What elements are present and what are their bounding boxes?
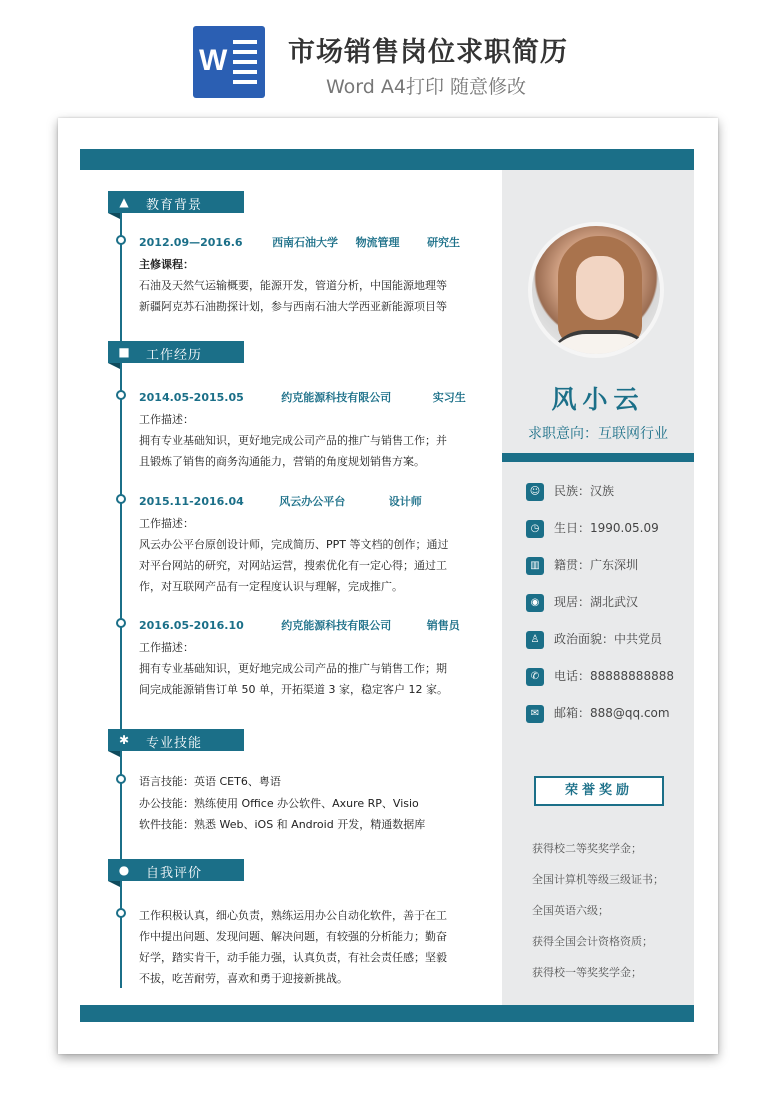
award-item: 全国计算机等级三级证书； [532,873,664,886]
badge-icon: ♙ [526,631,544,649]
section-self [108,859,244,881]
section-tab [108,363,120,369]
courses-line: 石油及天然气运输概要，能源开发，管道分析，中国能源地理等 [139,279,447,292]
person-icon: ☺ [526,483,544,501]
info-ethnicity [526,482,614,501]
section-title: 专业技能 [146,736,203,751]
education-school: 西南石油大学 [272,236,339,249]
skill-line: 办公技能：熟练使用 Office 办公软件、Axure RP、Visio [139,797,419,810]
section-title: 自我评价 [146,866,203,881]
info-text: 籍贯：广东深圳 [554,558,639,572]
timeline-dot [116,494,126,504]
work-company: 风云办公平台 [279,495,346,508]
work-desc-line: 拥有专业基础知识，更好地完成公司产品的推广与销售工作；期 [139,662,447,675]
work-desc-label: 工作描述： [139,413,194,426]
info-residence [526,593,638,612]
word-icon-line [233,40,257,44]
top-accent-bar [80,149,694,170]
word-letter: W [199,44,228,77]
info-birthday [526,519,659,538]
section-tab [108,213,120,219]
graduation-cap-icon: ▲ [119,195,129,209]
work-desc-label: 工作描述： [139,517,194,530]
education-period: 2012.09—2016.6 [139,236,243,249]
education-degree: 研究生 [427,236,461,249]
section-tab [108,881,120,887]
courses-label: 主修课程： [139,258,194,271]
work-company: 约克能源科技有限公司 [281,619,392,632]
work-desc-line: 间完成能源销售订单 50 单，开拓渠道 3 家，稳定客户 12 家。 [139,683,448,696]
info-phone [526,667,674,686]
info-text: 政治面貌：中共党员 [554,632,663,646]
profile-photo [528,222,664,358]
gear-icon: ✱ [118,733,130,747]
skill-line: 软件技能：熟悉 Web、iOS 和 Android 开发，精通数据库 [139,818,426,831]
award-item: 获得全国会计资格资质； [532,935,653,948]
work-desc-label: 工作描述： [139,641,194,654]
work-header-row [139,493,422,509]
candidate-name: 风小云 [551,385,645,414]
right-accent-bar [502,453,694,462]
mail-icon: ✉ [526,705,544,723]
work-role: 销售员 [426,619,460,632]
award-item: 全国英语六级； [532,904,609,917]
job-intent: 求职意向：互联网行业 [528,426,668,442]
work-period: 2016.05-2016.10 [139,619,244,632]
timeline-dot [116,774,126,784]
word-icon-line [233,60,257,64]
word-icon-line [233,70,257,74]
clock-icon: ◷ [526,520,544,538]
timeline-dot [116,235,126,245]
timeline-dot [116,908,126,918]
photo-face [576,256,624,320]
info-hometown [526,556,638,575]
self-line: 不拔，吃苦耐劳，喜欢和勇于迎接新挑战。 [139,972,348,985]
courses-line: 新疆阿克苏石油勘探计划，参与西南石油大学西亚新能源项目等 [139,300,447,313]
award-item: 获得校二等奖奖学金； [532,842,642,855]
page-title: 市场销售岗位求职简历 [288,37,568,68]
briefcase-icon: ■ [118,345,130,359]
education-header-row [139,234,460,250]
word-icon-line [233,50,257,54]
section-title: 教育背景 [146,198,203,213]
info-text: 电话：88888888888 [554,669,674,683]
phone-icon: ✆ [526,668,544,686]
work-header-row [139,389,466,405]
self-line: 工作积极认真，细心负责，熟练运用办公自动化软件，善于在工 [139,909,447,922]
work-header-row [139,617,460,633]
section-work [108,341,244,363]
work-desc-line: 风云办公平台原创设计师，完成简历、PPT 等文档的创作；通过 [139,538,449,551]
work-period: 2014.05-2015.05 [139,391,244,404]
info-text: 邮箱：888@qq.com [554,706,670,720]
info-text: 现居：湖北武汉 [554,595,639,609]
info-political [526,630,662,649]
info-text: 生日：1990.05.09 [554,521,659,535]
section-title: 工作经历 [146,348,203,363]
work-desc-line: 拥有专业基础知识，更好地完成公司产品的推广与销售工作；并 [139,434,447,447]
work-company: 约克能源科技有限公司 [281,391,392,404]
work-period: 2015.11-2016.04 [139,495,244,508]
info-text: 民族：汉族 [554,484,615,498]
page-subtitle: Word A4打印 随意修改 [326,76,527,98]
self-line: 作中提出问题、发现问题、解决问题，有较强的分析能力；勤奋 [139,930,447,943]
page-header [0,0,774,112]
info-email [526,704,670,723]
work-role: 实习生 [432,391,466,404]
section-tab [108,751,120,757]
education-major: 物流管理 [355,236,400,249]
work-desc-line: 作，对互联网产品有一定程度认识与理解，完成推广。 [139,580,403,593]
work-desc-line: 对平台网站的研究，对网站运营，搜索优化有一定心得；通过工 [139,559,447,572]
timeline-dot [116,618,126,628]
section-skills [108,729,244,751]
location-icon: ◉ [526,594,544,612]
word-app-icon [193,26,265,98]
building-icon: ▥ [526,557,544,575]
word-icon-line [233,80,257,84]
timeline-dot [116,390,126,400]
section-education [108,191,244,213]
award-item: 获得校一等奖奖学金； [532,966,642,979]
resume-page [58,118,718,1054]
bottom-accent-bar [80,1005,694,1022]
skill-line: 语言技能：英语 CET6、粤语 [139,775,281,788]
self-line: 好学，踏实肯干，动手能力强，认真负责，有社会责任感；坚毅 [139,951,447,964]
work-role: 设计师 [388,495,422,508]
honors-title: 荣誉奖励 [534,776,664,806]
person-icon: ● [118,863,130,877]
work-desc-line: 且锻炼了销售的商务沟通能力，营销的角度规划销售方案。 [139,455,425,468]
